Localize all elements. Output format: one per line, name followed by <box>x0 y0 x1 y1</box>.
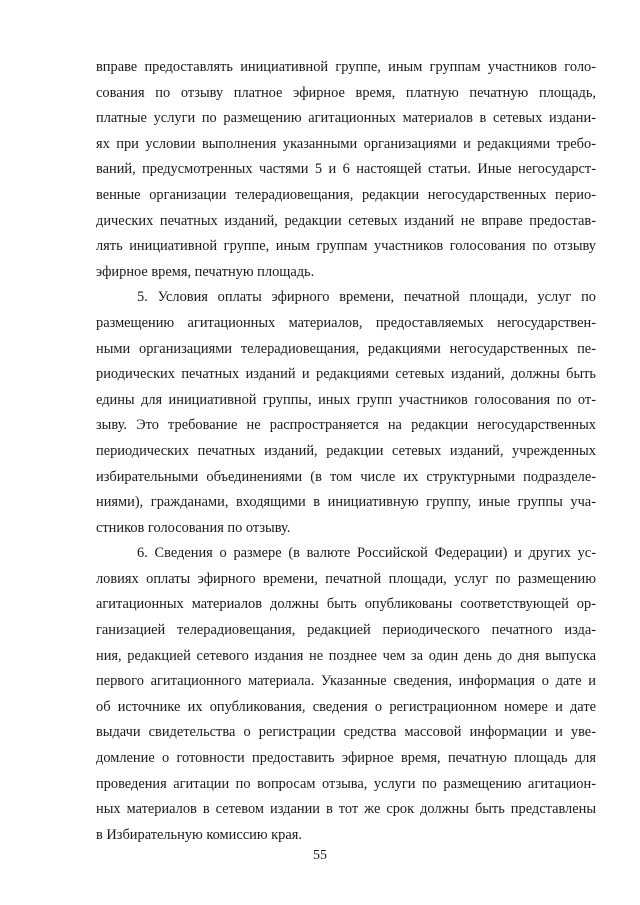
text-line: зыву. Это требование не распространяется на редакции негосударственных <box>96 417 596 434</box>
text-line: домление о готовности предоставить эфирное время, печатную площадь для <box>96 750 596 767</box>
text-line: лять инициативной группе, иным группам участников голосования по отзыву <box>96 238 596 255</box>
paragraph <box>96 55 596 285</box>
text-line: в Избирательную комиссию края. <box>96 826 302 843</box>
text-line: избирательными объединениями (в том числе их структурными подразделе- <box>96 468 596 485</box>
text-line: размещению агитационных материалов, предоставляемых негосударствен- <box>96 314 596 331</box>
page-number: 55 <box>313 848 327 863</box>
text-line: первого агитационного материала. Указанные сведения, информация о дате и <box>96 673 596 690</box>
text-line: 5. Условия оплаты эфирного времени, печатной площади, услуг по <box>137 289 596 306</box>
text-line: эфирное время, печатную площадь. <box>96 263 315 280</box>
text-line: ных материалов в сетевом издании в тот же срок должны быть представлены <box>96 801 596 818</box>
text-line: ловиях оплаты эфирного времени, печатной площади, услуг по размещению <box>96 570 596 587</box>
text-line: венные организации телерадиовещания, редакции негосударственных перио- <box>96 186 596 203</box>
paragraph <box>96 541 596 848</box>
text-line: едины для инициативной группы, иных групп участников голосования по от- <box>96 391 596 408</box>
paragraph <box>96 285 596 541</box>
text-line: выдачи свидетельства о регистрации средства массовой информации и уве- <box>96 724 596 741</box>
text-line: вправе предоставлять инициативной группе, иным группам участников голо- <box>96 59 596 75</box>
text-line: агитационных материалов должны быть опубликованы соответствующей ор- <box>96 596 596 613</box>
text-line: сования по отзыву платное эфирное время, платную печатную площадь, <box>96 84 596 101</box>
text-line: ния, редакцией сетевого издания не позднее чем за один день до дня выпуска <box>96 647 596 664</box>
text-line: ваний, предусмотренных частями 5 и 6 настоящей статьи. Иные негосударст- <box>96 161 596 178</box>
text-line: 6. Сведения о размере (в валюте Российской Федерации) и других ус- <box>137 545 596 562</box>
text-line: ниями), гражданами, входящими в инициативную группу, иные группы уча- <box>96 494 596 511</box>
text-line: ганизацией телерадиовещания, редакцией периодического печатного изда- <box>96 622 596 639</box>
text-line: стников голосования по отзыву. <box>96 519 291 536</box>
text-line: риодических печатных изданий и редакциями сетевых изданий, должны быть <box>96 366 596 383</box>
text-line: ными организациями телерадиовещания, редакциями негосударственных пе- <box>96 340 596 357</box>
text-line: дических печатных изданий, редакции сетевых изданий не вправе предостав- <box>96 212 596 229</box>
text-line: об источнике их опубликования, сведения о регистрационном номере и дате <box>96 698 596 715</box>
text-line: платные услуги по размещению агитационных материалов в сетевых издани- <box>96 110 596 127</box>
text-line: ях при условии выполнения указанными организациями и редакциями требо- <box>96 135 596 152</box>
document-body <box>96 55 596 848</box>
text-line: периодических печатных изданий, редакции сетевых изданий, учрежденных <box>96 442 596 459</box>
text-line: проведения агитации по вопросам отзыва, услуги по размещению агитацион- <box>96 775 596 792</box>
